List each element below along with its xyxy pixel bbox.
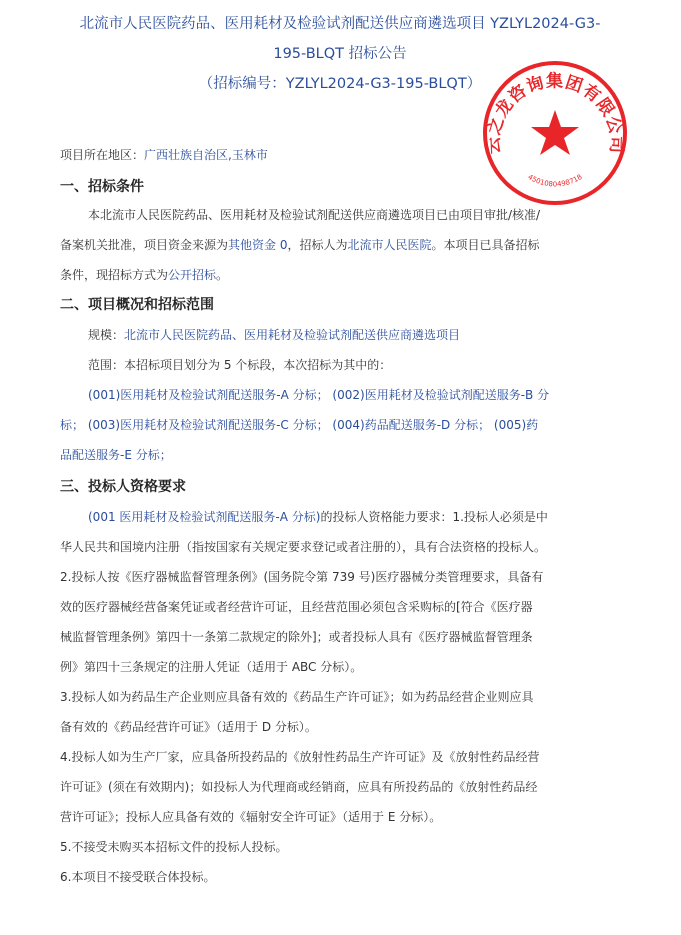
seal-text: 云之龙咨询集团有限公司 xyxy=(483,71,627,155)
qual-line-3: 2.投标人按《医疗器械监督管理条例》(国务院令第 739 号)医疗器械分类管理要求，具备有 xyxy=(60,570,544,584)
text-fragment: 条件，现招标方式为 xyxy=(60,268,169,282)
qual-line-5: 械监督管理条例》第四十一条第二款规定的除外]；或者投标人具有《医疗器械监督管理条 xyxy=(60,630,533,644)
tender-method: 公开招标 xyxy=(168,268,217,282)
qual-line-13: 6.本项目不接受联合体投标。 xyxy=(60,870,216,884)
lots-line-1: (001)医用耗材及检验试剂配送服务-A 分标； (002)医用耗材及检验试剂配送服务-B 分 xyxy=(88,388,550,402)
location-label: 项目所在地区： xyxy=(60,148,145,162)
qual-line-4: 效的医疗器械经营备案凭证或者经营许可证，且经营范围必须包含采购标的[符合《医疗器 xyxy=(60,600,533,614)
seal-number: 4501080498718 xyxy=(526,172,584,189)
qual-line-11: 营许可证》；投标人应具备有效的《辐射安全许可证》（适用于 E 分标）。 xyxy=(60,810,442,824)
qual-line-9: 4.投标人如为生产厂家，应具备所投药品的《放射性药品生产许可证》及《放射性药品经营 xyxy=(60,750,540,764)
project-location xyxy=(60,146,268,164)
project-scope: 范围：本招标项目划分为 5 个标段，本次招标为其中的： xyxy=(88,358,392,372)
scale-label: 规模： xyxy=(88,328,125,342)
section-2-heading: 二、项目概况和招标范围 xyxy=(60,297,214,313)
qual-line-10: 许可证》(须在有效期内)；如投标人为代理商或经销商，应具有所投药品的《放射性药品经 xyxy=(60,780,538,794)
tenderer-name: 北流市人民医院 xyxy=(347,238,432,252)
section-3-heading: 三、投标人资格要求 xyxy=(60,479,186,495)
qual-line-2: 华人民共和国境内注册（指按国家有关规定要求登记或者注册的），具有合法资格的投标人。 xyxy=(60,540,547,554)
text-fragment: 。本项目已具备招标 xyxy=(431,238,540,252)
qual-line-8: 备有效的《药品经营许可证》（适用于 D 分标）。 xyxy=(60,720,317,734)
qual-line-1 xyxy=(88,508,548,526)
lots-line-3: 品配送服务-E 分标； xyxy=(60,448,172,462)
location-value: 广西壮族自治区,玉林市 xyxy=(144,148,268,162)
fund-source: 其他资金 0 xyxy=(228,238,288,252)
text-fragment: 的投标人资格能力要求：1.投标人必须是中 xyxy=(320,510,548,524)
section-1-heading: 一、招标条件 xyxy=(60,179,144,195)
section-1-line-1: 本北流市人民医院药品、医用耗材及检验试剂配送供应商遴选项目已由项目审批/核准/ xyxy=(88,208,541,222)
company-seal xyxy=(480,58,630,208)
lots-line-2: 标； (003)医用耗材及检验试剂配送服务-C 分标； (004)药品配送服务-D 分标； (005)药 xyxy=(60,418,539,432)
section-1-line-3 xyxy=(60,266,228,284)
scale-value: 北流市人民医院药品、医用耗材及检验试剂配送供应商遴选项目 xyxy=(124,328,461,342)
lot-reference: (001 医用耗材及检验试剂配送服务-A 分标) xyxy=(88,510,321,524)
section-1-line-2 xyxy=(60,236,540,254)
qual-line-12: 5.不接受未购买本招标文件的投标人投标。 xyxy=(60,840,288,854)
qual-line-6: 例》第四十三条规定的注册人凭证（适用于 ABC 分标）。 xyxy=(60,660,363,674)
title-line-1: 北流市人民医院药品、医用耗材及检验试剂配送供应商遴选项目 YZLYL2024-G3- xyxy=(79,16,601,32)
title-line-2: 195-BLQT 招标公告 xyxy=(273,46,407,62)
project-scale xyxy=(88,326,460,344)
text-fragment: 备案机关批准，项目资金来源为 xyxy=(60,238,229,252)
seal-star-icon xyxy=(531,110,579,155)
text-fragment: 。 xyxy=(216,268,229,282)
tender-number: （招标编号：YZLYL2024-G3-195-BLQT） xyxy=(198,76,482,92)
text-fragment: ，招标人为 xyxy=(287,238,348,252)
qual-line-7: 3.投标人如为药品生产企业则应具备有效的《药品生产许可证》；如为药品经营企业则应具 xyxy=(60,690,534,704)
